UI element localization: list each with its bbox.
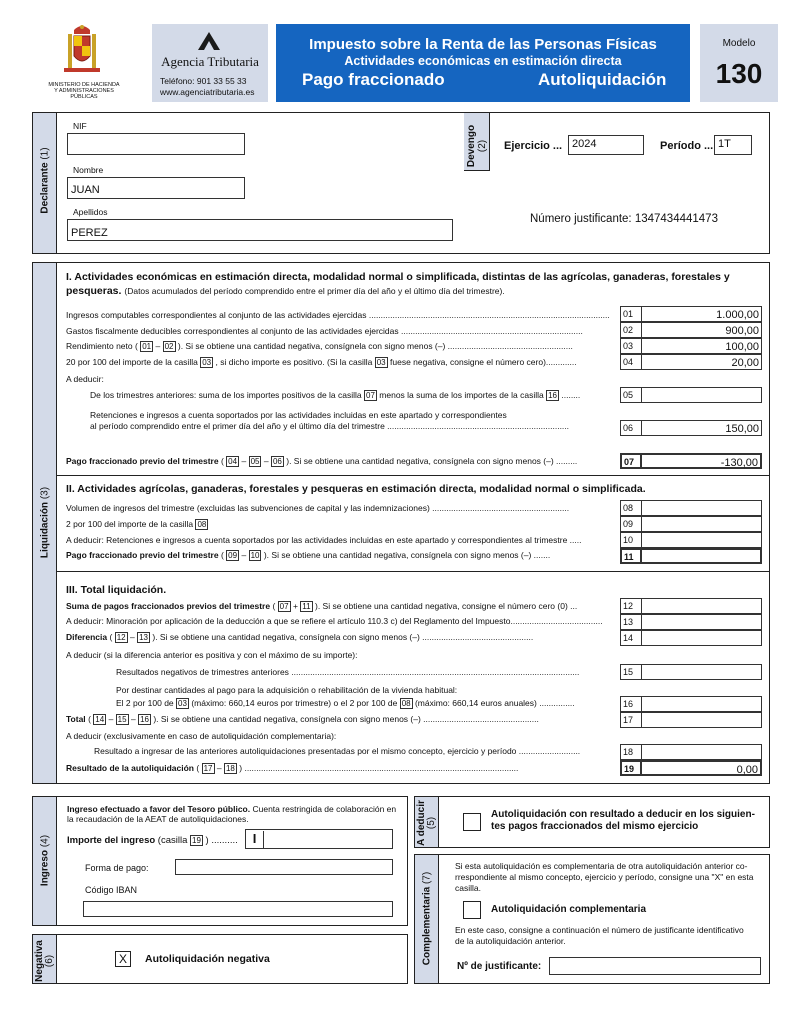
casilla-03-code: 03	[620, 338, 642, 354]
row-06-label-1: Retenciones e ingresos a cuenta soportados por las actividades incluidas en este apartado y correspondientes	[90, 410, 507, 420]
casilla-01-code: 01	[620, 306, 642, 322]
negativa-checkbox[interactable]: X	[115, 951, 131, 967]
ingreso-note-2: la recaudación de la AEAT de autoliquidaciones.	[67, 814, 249, 824]
deducir-label: A deducir:	[66, 374, 104, 384]
complementaria-checkbox[interactable]	[463, 901, 481, 919]
row-11-label: Pago fraccionado previo del trimestre ( 09 – 10 ). Si se obtiene una cantidad negativa, consígnela con signo menos (–) .......	[66, 550, 551, 560]
casilla-07-code: 07	[620, 453, 642, 469]
declarante-sidebar	[33, 113, 57, 253]
divider-1	[57, 475, 769, 476]
justificante-number: Número justificante: 1347434441473	[530, 213, 718, 225]
casilla-12-code: 12	[620, 598, 642, 614]
section-3-title: III. Total liquidación.	[66, 584, 167, 596]
complementaria-check-label: Autoliquidación complementaria	[491, 904, 647, 915]
row-18-pre: A deducir (exclusivamente en caso de autoliquidación complementaria):	[66, 731, 337, 741]
row-13-label: A deducir: Minoración por aplicación de la deducción a que se refiere el artículo 110.3 c) del Reglamento del Impuesto.......................................	[66, 616, 603, 626]
periodo-label: Período ...	[660, 140, 714, 152]
nif-label: NIF	[73, 121, 87, 131]
casilla-08-value[interactable]	[642, 500, 762, 516]
casilla-05-value[interactable]	[642, 387, 762, 403]
devengo-sidebar	[464, 113, 490, 171]
periodo-field[interactable]: 1T	[714, 135, 752, 155]
casilla-14-value[interactable]	[642, 630, 762, 646]
casilla-13-value[interactable]	[642, 614, 762, 630]
nombre-label: Nombre	[73, 165, 104, 175]
a-deducir-sidebar	[415, 797, 439, 847]
casilla-12-value[interactable]	[642, 598, 762, 614]
section-2-title: II. Actividades agrícolas, ganaderas, forestales y pesqueras en estimación directa, modalidad normal o simplificada.	[66, 483, 646, 495]
forma-pago-field[interactable]	[175, 859, 393, 875]
casilla-09-code: 09	[620, 516, 642, 532]
row-03-label: Rendimiento neto ( 01 – 02 ). Si se obtiene una cantidad negativa, consígnela con signo menos (–) .....................................................	[66, 341, 573, 351]
casilla-19-code: 19	[620, 760, 642, 776]
ingreso-label: Ingreso (4)	[39, 834, 51, 887]
casilla-01-value[interactable]: 1.000,00	[642, 306, 762, 322]
section-1-title: I. Actividades económicas en estimación directa, modalidad normal o simplificada, distintas de las agrícolas, ganaderas, forestales y	[66, 271, 730, 283]
casilla-16-value[interactable]	[642, 696, 762, 712]
declarante-section	[32, 112, 466, 254]
row-15-label: Resultados negativos de trimestres anteriores ..........................................................................................................................	[116, 667, 580, 677]
negativa-label: Negativa (6)	[34, 940, 55, 982]
title-pago: Pago fraccionado	[302, 70, 445, 89]
forma-pago-label: Forma de pago:	[85, 863, 149, 873]
row-17-label: Total ( 14 – 15 – 16 ). Si se obtiene una cantidad negativa, consígnela con signo menos (–) .................................................	[66, 714, 539, 724]
justificante-field[interactable]	[549, 957, 761, 975]
negativa-text: Autoliquidación negativa	[145, 953, 270, 965]
agency-box	[152, 24, 268, 102]
complementaria-text-1: Si esta autoliquidación es complementaria de otra autoliquidación anterior co-	[455, 861, 748, 871]
devengo-label: Devengo (2)	[466, 124, 488, 168]
casilla-04-code: 04	[620, 354, 642, 370]
ingreso-sidebar	[33, 797, 57, 925]
nombre-field[interactable]: JUAN	[67, 177, 245, 199]
casilla-18-value[interactable]	[642, 744, 762, 760]
complementaria-text-4: En este caso, consigne a continuación el número de justificante identificativo	[455, 925, 744, 935]
importe-prefix: I	[246, 831, 264, 848]
complementaria-sidebar	[415, 855, 439, 983]
casilla-10-code: 10	[620, 532, 642, 548]
row-07-label: Pago fraccionado previo del trimestre ( 04 – 05 – 06 ). Si se obtiene una cantidad negativa, consígnela con signo menos (–) .........	[66, 456, 578, 466]
casilla-04-value[interactable]: 20,00	[642, 354, 762, 370]
a-deducir-label: A deducir (5)	[416, 800, 437, 846]
title-sub: Actividades económicas en estimación directa	[344, 54, 622, 68]
ingreso-section	[32, 796, 408, 926]
complementaria-text-3: casilla.	[455, 883, 481, 893]
complementaria-section	[414, 854, 770, 984]
casilla-05-code: 05	[620, 387, 642, 403]
importe-label: Importe del ingreso (casilla 19 ) ..........	[67, 835, 238, 846]
casilla-17-value[interactable]	[642, 712, 762, 728]
iban-label: Código IBAN	[85, 885, 138, 895]
row-02-label: Gastos fiscalmente deducibles correspondientes al conjunto de las actividades ejercidas .............................................................................	[66, 326, 583, 336]
a-deducir-checkbox[interactable]	[463, 813, 481, 831]
ejercicio-field[interactable]: 2024	[568, 135, 644, 155]
casilla-10-value[interactable]	[642, 532, 762, 548]
title-autoliq: Autoliquidación	[538, 70, 667, 89]
row-10-label: A deducir: Retenciones e ingresos a cuenta soportados por las actividades incluidas en este apartado y correspondientes al trimestre .....	[66, 535, 582, 545]
row-01-label: Ingresos computables correspondientes al conjunto de las actividades ejercidas ......................................................................................................	[66, 310, 610, 320]
casilla-14-code: 14	[620, 630, 642, 646]
row-04-label: 20 por 100 del importe de la casilla 03 , si dicho importe es positivo. (Si la casilla 03 fuese negativa, consigne el número cero).............	[66, 357, 577, 367]
casilla-15-value[interactable]	[642, 664, 762, 680]
a-deducir-text: Autoliquidación con resultado a deducir en los siguien- tes pagos fraccionados del mismo ejercicio	[491, 809, 755, 832]
casilla-08-code: 08	[620, 500, 642, 516]
importe-field[interactable]	[245, 829, 393, 849]
casilla-13-code: 13	[620, 614, 642, 630]
agency-web: www.agenciatributaria.es	[160, 87, 255, 97]
casilla-02-value[interactable]: 900,00	[642, 322, 762, 338]
row-16-label: El 2 por 100 de 03 (máximo: 660,14 euros por trimestre) o el 2 por 100 de 08 (máximo: 660,14 euros anuales) ...............	[116, 698, 575, 708]
casilla-02-code: 02	[620, 322, 642, 338]
ejercicio-label: Ejercicio ...	[504, 140, 563, 152]
row-18-label: Resultado a ingresar de las anteriores autoliquidaciones presentadas por el mismo concepto, ejercicio y período ..........................	[94, 746, 581, 756]
casilla-17-code: 17	[620, 712, 642, 728]
negativa-section	[32, 934, 408, 984]
iban-field[interactable]	[83, 901, 393, 917]
declarante-label: Declarante (1)	[39, 147, 51, 214]
casilla-18-code: 18	[620, 744, 642, 760]
agency-phone: Teléfono: 901 33 55 33	[160, 76, 247, 86]
complementaria-text-2: rrespondiente al mismo concepto, ejercicio y período, consigne una "X" en esta	[455, 872, 754, 882]
casilla-11-code: 11	[620, 548, 642, 564]
modelo-number: 130	[715, 58, 763, 89]
casilla-06-code: 06	[620, 420, 642, 436]
a-deducir-section	[414, 796, 770, 848]
casilla-07-value[interactable]: -130,00	[642, 453, 762, 469]
title-main: Impuesto sobre la Renta de las Personas Físicas	[309, 36, 657, 53]
ingreso-note: Ingreso efectuado a favor del Tesoro público. Cuenta restringida de colaboración en	[67, 804, 397, 814]
row-16-pre: Por destinar cantidades al pago para la adquisición o rehabilitación de la vivienda habitual:	[116, 685, 458, 695]
casilla-06-value[interactable]: 150,00	[642, 420, 762, 436]
justificante-label: Nº de justificante:	[457, 961, 542, 972]
casilla-03-value[interactable]: 100,00	[642, 338, 762, 354]
modelo-label: Modelo	[722, 38, 756, 49]
row-12-label: Suma de pagos fraccionados previos del trimestre ( 07 + 11 ). Si se obtiene una cantidad negativa, consigne el número cero (0) ...	[66, 601, 578, 611]
apellidos-field[interactable]: PEREZ	[67, 219, 453, 241]
row-06-label-2: al período comprendido entre el primer día del año y el último día del trimestre .............................................................................	[90, 421, 570, 431]
complementaria-text-5: de la autoliquidación anterior.	[455, 936, 566, 946]
negativa-sidebar	[33, 935, 57, 983]
divider-2	[57, 571, 769, 572]
row-15-pre: A deducir (si la diferencia anterior es positiva y con el máximo de su importe):	[66, 650, 358, 660]
casilla-11-value[interactable]	[642, 548, 762, 564]
complementaria-label: Complementaria (7)	[421, 871, 433, 966]
row-14-label: Diferencia ( 12 – 13 ). Si se obtiene una cantidad negativa, consígnela con signo menos (–) ...............................................	[66, 632, 534, 642]
casilla-19-value[interactable]: 0,00	[642, 760, 762, 776]
title-box	[276, 24, 690, 102]
modelo-box	[700, 24, 778, 102]
liquidacion-label: Liquidación (3)	[39, 486, 51, 559]
coat-of-arms-icon	[62, 24, 102, 80]
nif-field[interactable]	[67, 133, 245, 155]
row-08-label: Volumen de ingresos del trimestre (excluidas las subvenciones de capital y las indemnizaciones) ..........................................................	[66, 503, 570, 513]
agency-logo-icon	[196, 30, 222, 52]
liquidacion-sidebar	[33, 263, 57, 783]
agency-name: Agencia Tributaria	[161, 54, 259, 69]
casilla-16-code: 16	[620, 696, 642, 712]
ministry-label: MINISTERIO DE HACIENDA Y ADMINISTRACIONES PÚBLICAS	[48, 82, 120, 100]
row-05-label: De los trimestres anteriores: suma de los importes positivos de la casilla 07 menos la suma de los importes de la casilla 16 ........	[90, 390, 581, 400]
apellidos-label: Apellidos	[73, 207, 108, 217]
row-19-label: Resultado de la autoliquidación ( 17 – 18 ) ....................................................................................................................	[66, 763, 519, 773]
devengo-section	[464, 112, 770, 254]
casilla-15-code: 15	[620, 664, 642, 680]
row-09-label: 2 por 100 del importe de la casilla 08	[66, 519, 207, 529]
section-1-title2: pesqueras. (Datos acumulados del período comprendido entre el primer día del año y el último día del trimestre).	[66, 285, 505, 297]
casilla-09-value[interactable]	[642, 516, 762, 532]
